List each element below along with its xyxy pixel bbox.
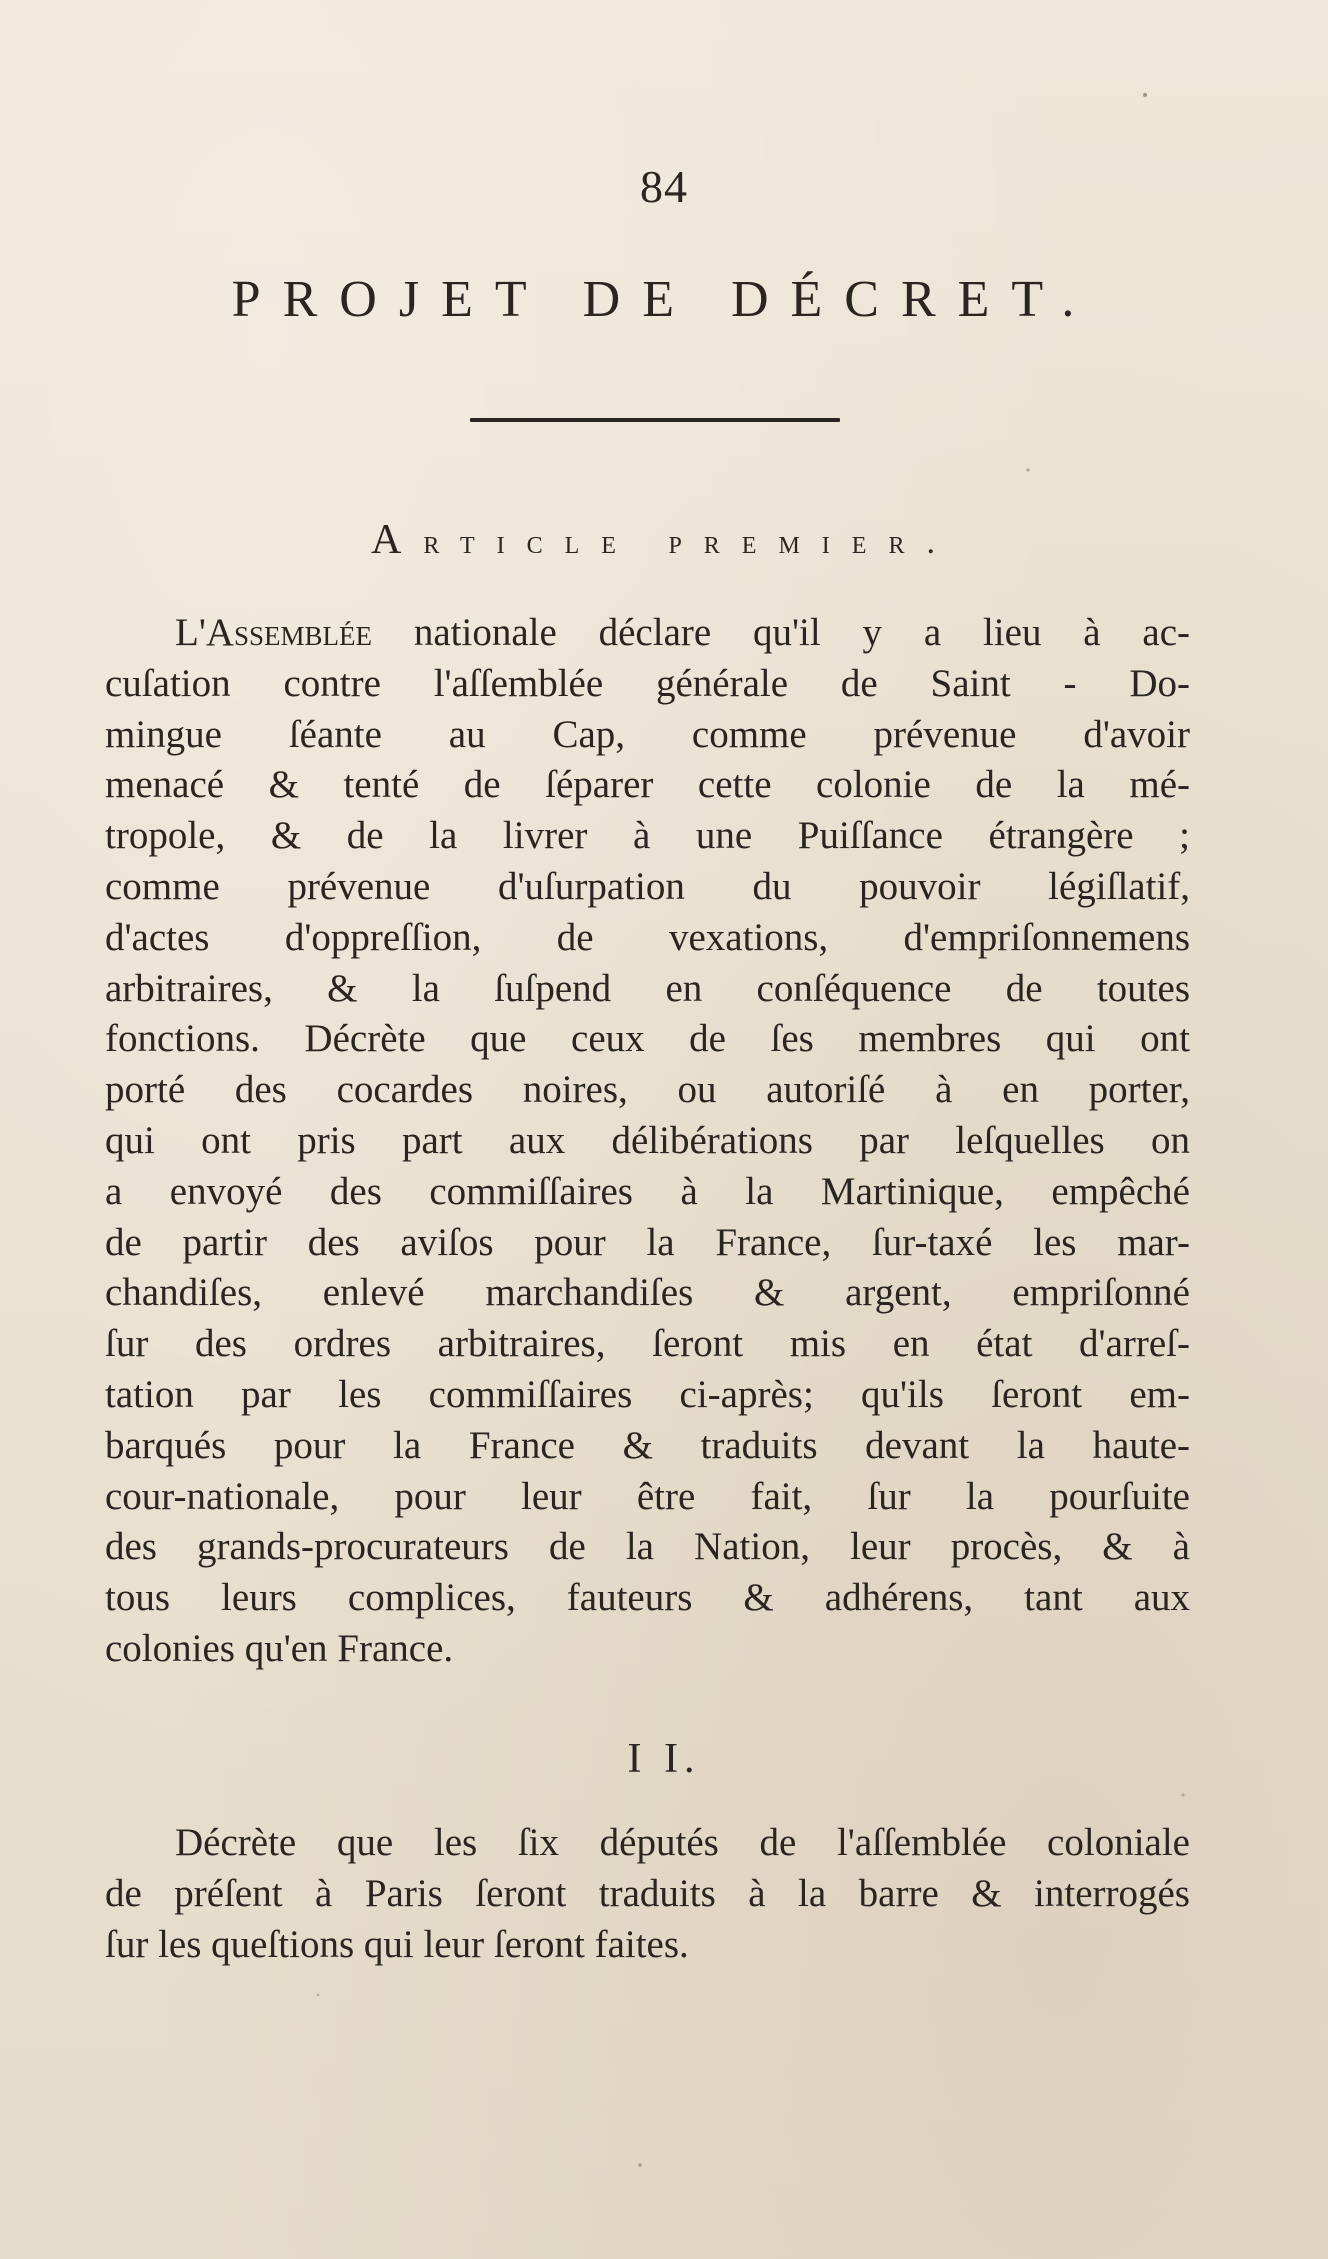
article-one-line: chandiſes, enlevé marchandiſes & argent, empriſonné [105,1271,1190,1315]
article-heading-initial: A [371,517,424,563]
article-one-line: d'actes d'oppreſſion, de vexations, d'empriſonnemens [105,915,1190,959]
article-one-line: qui ont pris part aux délibérations par leſquelles on [105,1118,1190,1162]
speck [638,2163,642,2167]
article-one-line: colonies qu'en France. [105,1626,454,1670]
article-two-numeral: I I. [627,1736,701,1782]
title-rule [470,418,840,422]
article-one-line: a envoyé des commiſſaires à la Martinique, empêché [105,1169,1190,1213]
page-number: 84 [640,161,688,212]
article-one-line: des grands-procurateurs de la Nation, leur procès, & à [105,1525,1190,1569]
article-one-text [105,608,1190,1675]
article-one-line: tous leurs complices, fauteurs & adhérens, tant aux [105,1576,1190,1620]
speck [1143,93,1147,97]
article-one-line: cour-nationale, pour leur être fait, ſur la pourſuite [105,1474,1190,1518]
article-heading-rest: rticle premier. [423,524,957,561]
speck [1182,1794,1185,1797]
article-one-line: mingue ſéante au Cap, comme prévenue d'avoir [105,712,1190,756]
line-text: nationale déclare qu'il y a lieu à ac- [372,611,1190,654]
article-two-line: ſur les queſtions qui leur ſeront faites. [105,1922,689,1966]
article-one-line: arbitraires, & la ſuſpend en conſéquence de toutes [105,966,1190,1010]
article-two-line: Décrète que les ſix députés de l'aſſemblée coloniale [175,1821,1190,1864]
article-heading [0,516,1328,564]
article-one-line: de partir des aviſos pour la France, ſur-taxé les mar- [105,1220,1190,1264]
page-title: PROJET DE DÉCRET. [231,271,1097,328]
speck [1026,468,1029,471]
article-one-line [105,608,1190,659]
article-one-line: menacé & tenté de ſéparer cette colonie de la mé- [105,763,1190,807]
article-one-line: porté des cocardes noires, ou autoriſé à en porter, [105,1068,1190,1112]
article-one-line: tropole, & de la livrer à une Puiſſance étrangère ; [105,814,1190,858]
article-two-text [105,1818,1190,1970]
article-one-line: tation par les commiſſaires ci-après; qu'ils ſeront em- [105,1372,1190,1416]
article-one-line: barqués pour la France & traduits devant la haute- [105,1423,1190,1467]
article-one-line: cuſation contre l'aſſemblée générale de Saint - Do- [105,661,1190,705]
article-one-line: fonctions. Décrète que ceux de ſes membres qui ont [105,1017,1190,1061]
speck [317,1994,320,1997]
article-one-line: ſur des ordres arbitraires, ſeront mis en état d'arreſ- [105,1322,1190,1366]
article-two-line: de préſent à Paris ſeront traduits à la barre & interrogés [105,1871,1190,1915]
opening-word: L'Assemblée [175,611,373,654]
article-one-line: comme prévenue d'uſurpation du pouvoir légiſlatif, [105,864,1190,908]
